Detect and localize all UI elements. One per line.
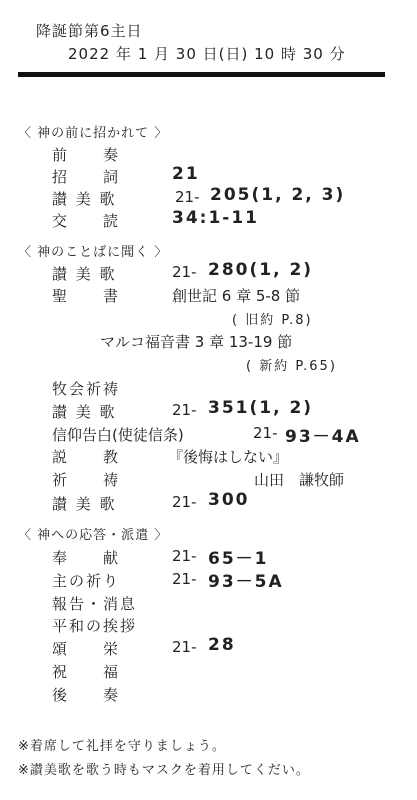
hymn-1-number: 205(1, 2, 3): [210, 185, 346, 205]
call-to-worship-number: 21: [172, 164, 200, 184]
lords-prayer-label: 主の祈り: [52, 572, 121, 590]
footer-note-mask: ※讃美歌を歌う時もマスクを着用してくだい。: [18, 763, 310, 778]
service-title: 降誕節第6主日: [36, 22, 143, 40]
peace-greeting-label: 平和の挨拶: [52, 617, 138, 635]
header-divider: [18, 72, 385, 77]
scripture-reference-2: マルコ福音書 3 章 13-19 節: [100, 333, 293, 351]
doxology-prefix: 21-: [172, 638, 197, 656]
pastoral-prayer-label: 牧会祈祷: [52, 380, 121, 398]
lords-prayer-prefix: 21-: [172, 570, 197, 588]
doxology-label: 頌 栄: [52, 640, 121, 658]
lords-prayer-number: 93－5A: [208, 572, 284, 592]
hymn-4-number: 300: [208, 490, 250, 510]
creed-number: 93－4A: [285, 427, 361, 447]
postlude-label: 後 奏: [52, 686, 121, 704]
hymn-3-label: 讃 美 歌: [52, 403, 117, 421]
footer-note-seated: ※着席して礼拝を守りましょう。: [18, 739, 226, 754]
hymn-4-label: 讃 美 歌: [52, 495, 117, 513]
creed-label: 信仰告白(使徒信条): [52, 426, 184, 444]
hymn-3-number: 351(1, 2): [208, 398, 314, 418]
section-heading-response: 〈 神への応答・派遣 〉: [18, 528, 169, 543]
sermon-label: 説 教: [52, 448, 121, 466]
offering-label: 奉 献: [52, 549, 121, 567]
benediction-label: 祝 福: [52, 663, 121, 681]
prayer-label: 祈 祷: [52, 471, 121, 489]
offering-number: 65－1: [208, 549, 269, 569]
hymn-4-prefix: 21-: [172, 493, 197, 511]
call-to-worship-label: 招 詞: [52, 168, 121, 186]
responsive-reading-number: 34:1-11: [172, 208, 259, 228]
scripture-page-note-1: ( 旧約 P.8): [232, 313, 313, 328]
prelude-label: 前 奏: [52, 146, 121, 164]
section-heading-invited: 〈 神の前に招かれて 〉: [18, 126, 169, 141]
hymn-1-prefix: 21-: [175, 188, 200, 206]
announcements-label: 報告・消息: [52, 595, 138, 613]
service-datetime: 2022 年 1 月 30 日(日) 10 時 30 分: [68, 45, 346, 63]
hymn-1-label: 讃 美 歌: [52, 190, 117, 208]
hymn-3-prefix: 21-: [172, 401, 197, 419]
scripture-page-note-2: ( 新約 P.65): [246, 359, 337, 374]
section-heading-word: 〈 神のことばに聞く 〉: [18, 245, 169, 260]
offering-prefix: 21-: [172, 547, 197, 565]
scripture-reference-1: 創世記 6 章 5-8 節: [172, 287, 301, 305]
hymn-2-label: 讃 美 歌: [52, 265, 117, 283]
preacher-name: 山田 謙牧師: [254, 471, 345, 489]
creed-prefix: 21-: [253, 424, 278, 442]
responsive-reading-label: 交 読: [52, 212, 121, 230]
sermon-title: 『後悔はしない』: [168, 448, 289, 466]
doxology-number: 28: [208, 635, 236, 655]
hymn-2-prefix: 21-: [172, 263, 197, 281]
hymn-2-number: 280(1, 2): [208, 260, 314, 280]
scripture-label: 聖 書: [52, 287, 121, 305]
